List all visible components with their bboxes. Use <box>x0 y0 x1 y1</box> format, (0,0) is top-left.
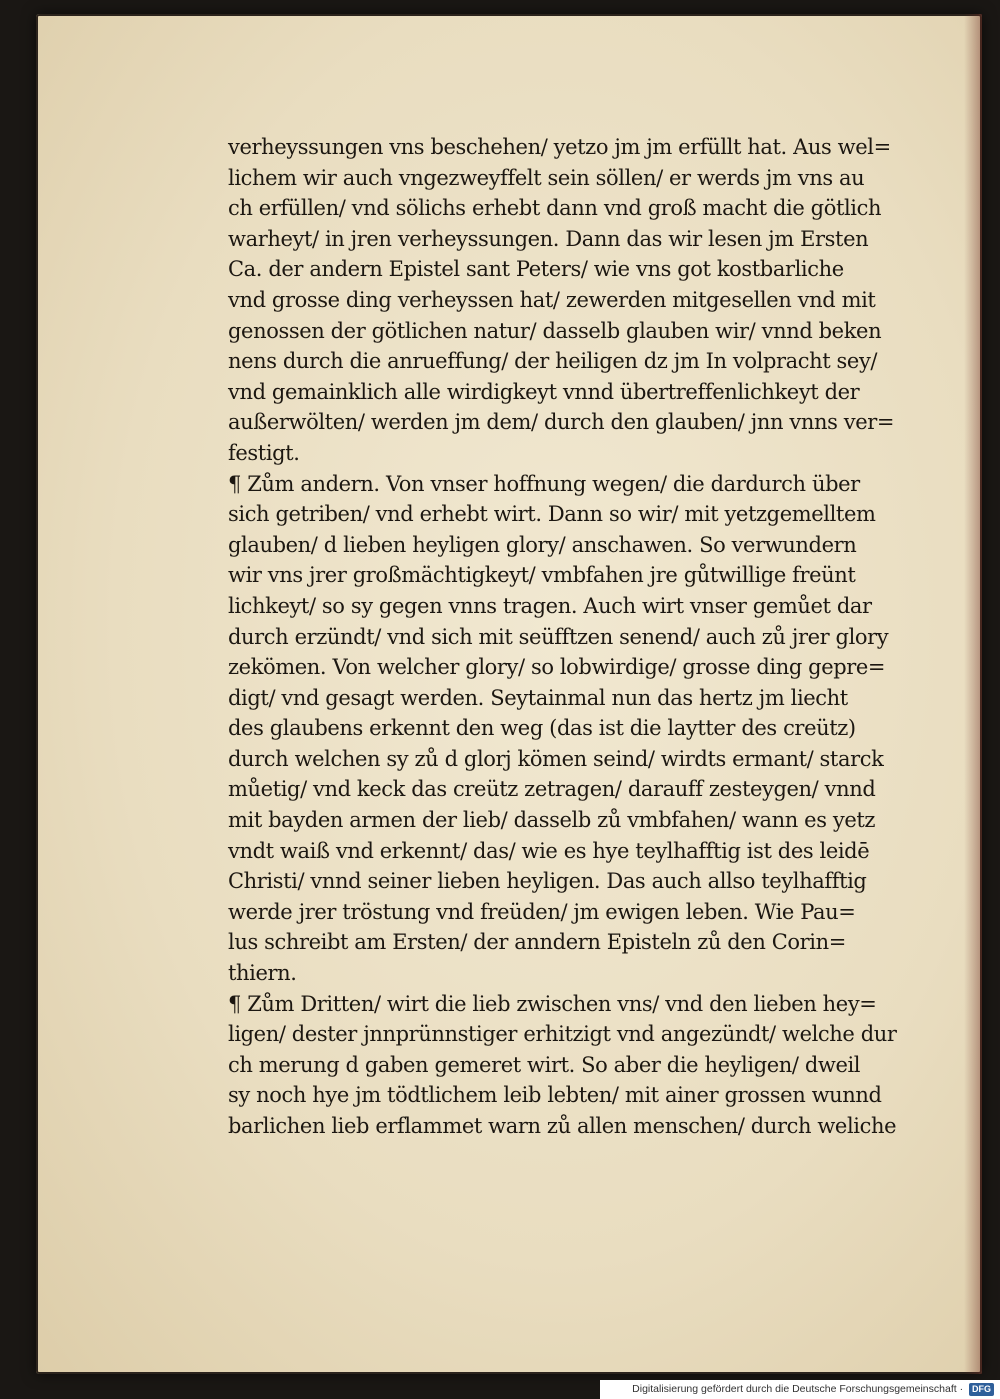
text-line: vnd grosse ding verheyssen hat/ zewerden mitgesellen vnd mit <box>228 287 876 312</box>
dfg-logo: DFG <box>969 1383 994 1396</box>
text-line: nens durch die anrueffung/ der heiligen dz jm In volpracht sey/ <box>228 349 878 374</box>
text-line: festigt. <box>228 440 300 465</box>
text-line: Ca. der andern Epistel sant Peters/ wie vns got kostbarliche <box>228 257 844 282</box>
text-line: vndt waiß vnd erkennt/ das/ wie es hye teylhafftig ist des leidē <box>228 838 870 863</box>
text-line: sy noch hye jm tödtlichem leib lebten/ mit ainer grossen wunnd <box>228 1083 882 1108</box>
text-line: wir vns jrer großmächtigkeyt/ vmbfahen jre gůtwillige freünt <box>228 563 856 588</box>
text-line: digt/ vnd gesagt werden. Seytainmal nun das hertz jm liecht <box>228 685 848 710</box>
text-line: vnd gemainklich alle wirdigkeyt vnnd übertreffenlichkeyt der <box>228 379 860 404</box>
text-line: thiern. <box>228 961 297 986</box>
text-line: zekömen. Von welcher glory/ so lobwirdige/ grosse ding gepre= <box>228 655 886 680</box>
footer-text: Digitalisierung gefördert durch die Deutsche Forschungsgemeinschaft · <box>632 1383 964 1395</box>
text-line: ch erfüllen/ vnd sölichs erhebt dann vnd groß macht die götlich <box>228 196 882 221</box>
text-line: lus schreibt am Ersten/ der anndern Episteln zů den Corin= <box>228 930 846 955</box>
text-line: ch merung d gaben gemeret wirt. So aber die heyligen/ dweil <box>228 1052 861 1077</box>
text-line: lichkeyt/ so sy gegen vnns tragen. Auch wirt vnser gemůet dar <box>228 593 872 618</box>
text-line: glauben/ d lieben heyligen glory/ anschawen. So verwundern <box>228 532 857 557</box>
text-line: můetig/ vnd keck das creütz zetragen/ darauff zesteygen/ vnnd <box>228 777 876 802</box>
book-page <box>36 14 982 1374</box>
text-line: ligen/ dester jnnprünnstiger erhitzigt vnd angezündt/ welche dur <box>228 1022 897 1047</box>
text-line: mit bayden armen der lieb/ dasselb zů vmbfahen/ wann es yetz <box>228 808 876 833</box>
text-line: ¶ Zům Dritten/ wirt die lieb zwischen vns/ vnd den lieben hey= <box>228 991 877 1016</box>
text-line: verheyssungen vns beschehen/ yetzo jm jm erfüllt hat. Aus wel= <box>228 135 891 159</box>
text-line: warheyt/ in jren verheyssungen. Dann das wir lesen jm Ersten <box>228 226 869 251</box>
text-line: ¶ Zům andern. Von vnser hoffnung wegen/ die dardurch über <box>228 471 860 496</box>
text-line: außerwölten/ werden jm dem/ durch den glauben/ jnn vnns ver= <box>228 410 895 435</box>
text-line: barlichen lieb erflammet warn zů allen menschen/ durch weliche <box>228 1114 897 1138</box>
text-line: sich getriben/ vnd erhebt wirt. Dann so wir/ mit yetzgemelltem <box>228 502 876 527</box>
digitization-footer <box>600 1380 1000 1399</box>
text-line: durch erzündt/ vnd sich mit seüfftzen senend/ auch zů jrer glory <box>228 624 889 649</box>
text-line: lichem wir auch vngezweyffelt sein söllen/ er werds jm vns au <box>228 165 865 190</box>
text-line: des glaubens erkennt den weg (das ist die laytter des creütz) <box>228 716 856 741</box>
text-line: werde jrer tröstung vnd freüden/ jm ewigen leben. Wie Pau= <box>228 899 856 924</box>
text-block <box>228 132 968 1142</box>
text-line: Christi/ vnnd seiner lieben heyligen. Das auch allso teylhafftig <box>228 869 867 894</box>
text-line: durch welchen sy zů d glorj kömen seind/ wirdts ermant/ starck <box>228 746 884 771</box>
text-line: genossen der götlichen natur/ dasselb glauben wir/ vnnd beken <box>228 318 882 343</box>
